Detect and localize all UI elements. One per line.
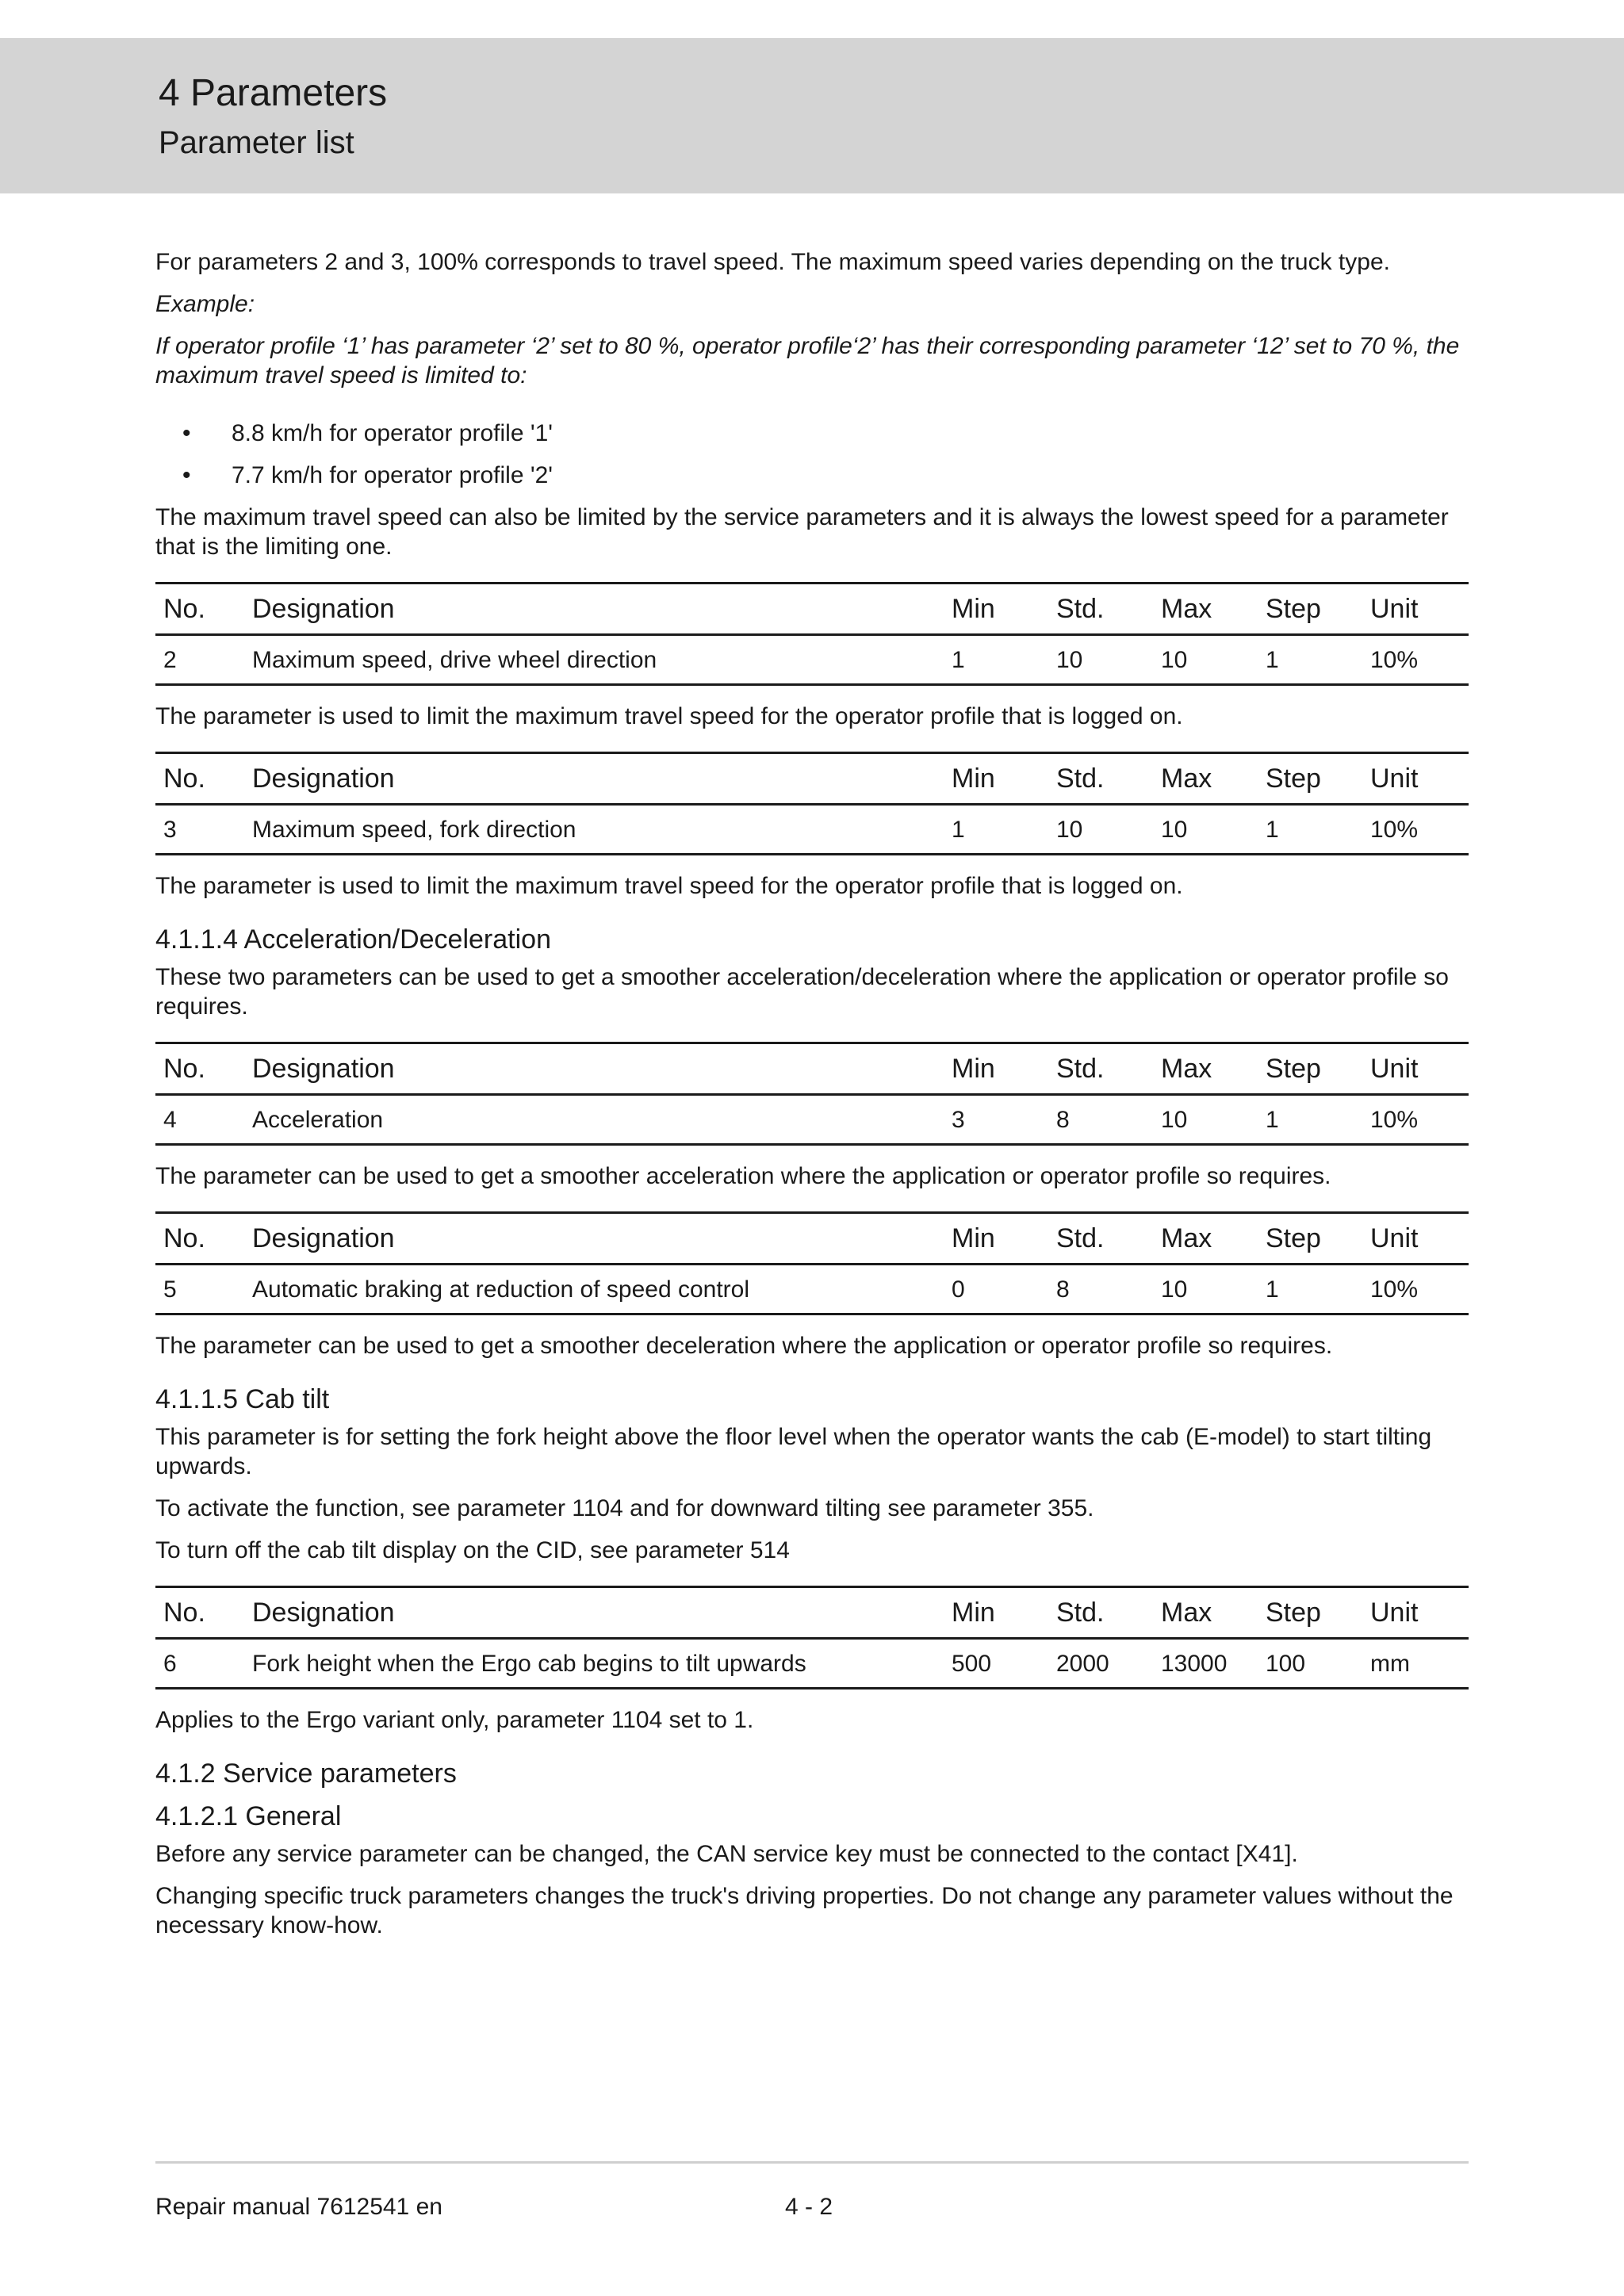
cell-step: 1 bbox=[1258, 635, 1362, 685]
table-note: The parameter is used to limit the maximum travel speed for the operator profile that is logged on. bbox=[155, 703, 1183, 729]
cab-paragraph-2: To activate the function, see parameter 1104 and for downward tilting see parameter 355. bbox=[155, 1495, 1094, 1521]
cell-std: 10 bbox=[1048, 635, 1153, 685]
col-unit: Unit bbox=[1362, 1587, 1469, 1639]
page-number: 4 - 2 bbox=[785, 2194, 833, 2220]
cell-no: 3 bbox=[155, 805, 244, 855]
cell-unit: 10% bbox=[1362, 635, 1469, 685]
example-text: If operator profile ‘1’ has parameter ‘2’ set to 80 %, operator profile‘2’ has their corresponding parameter ‘12’ set to 70 %, the maximum travel speed is limited to: bbox=[155, 333, 1460, 388]
table-row bbox=[155, 635, 1469, 685]
cell-max: 10 bbox=[1153, 1265, 1258, 1314]
col-min: Min bbox=[944, 1587, 1048, 1639]
manual-label: Repair manual bbox=[155, 2194, 311, 2220]
service-paragraph-2: Changing specific truck parameters changes the truck's driving properties. Do not change any parameter values without the necessary know-how. bbox=[155, 1883, 1454, 1938]
cell-no: 2 bbox=[155, 635, 244, 685]
table-header-row bbox=[155, 1587, 1469, 1639]
col-no: No. bbox=[155, 1213, 244, 1265]
cell-std: 10 bbox=[1048, 805, 1153, 855]
col-max: Max bbox=[1153, 1213, 1258, 1265]
col-max: Max bbox=[1153, 1587, 1258, 1639]
service-paragraph-1: Before any service parameter can be changed, the CAN service key must be connected to the contact [X41]. bbox=[155, 1841, 1298, 1867]
table-header-row bbox=[155, 1043, 1469, 1095]
speed-list bbox=[155, 419, 1469, 490]
col-std: Std. bbox=[1048, 1043, 1153, 1095]
parameter-table-4 bbox=[155, 1042, 1469, 1146]
col-max: Max bbox=[1153, 584, 1258, 635]
col-std: Std. bbox=[1048, 1587, 1153, 1639]
table-header-row bbox=[155, 1213, 1469, 1265]
col-unit: Unit bbox=[1362, 753, 1469, 805]
cell-std: 2000 bbox=[1048, 1639, 1153, 1689]
heading-general: 4.1.2.1 General bbox=[155, 1801, 342, 1831]
col-step: Step bbox=[1258, 584, 1362, 635]
col-no: No. bbox=[155, 584, 244, 635]
col-no: No. bbox=[155, 1043, 244, 1095]
cell-step: 1 bbox=[1258, 1095, 1362, 1145]
cell-no: 4 bbox=[155, 1095, 244, 1145]
manual-number: 7612541 en bbox=[316, 2194, 442, 2220]
table-row bbox=[155, 805, 1469, 855]
col-unit: Unit bbox=[1362, 1043, 1469, 1095]
cell-unit: mm bbox=[1362, 1639, 1469, 1689]
cell-max: 13000 bbox=[1153, 1639, 1258, 1689]
col-step: Step bbox=[1258, 1043, 1362, 1095]
cell-std: 8 bbox=[1048, 1265, 1153, 1314]
limit-paragraph: The maximum travel speed can also be limited by the service parameters and it is always the lowest speed for a parameter that is the limiting one. bbox=[155, 504, 1449, 560]
cell-designation: Fork height when the Ergo cab begins to tilt upwards bbox=[244, 1639, 944, 1689]
col-min: Min bbox=[944, 584, 1048, 635]
list-item: • 7.7 km/h for operator profile '2' bbox=[155, 461, 1469, 490]
col-step: Step bbox=[1258, 1587, 1362, 1639]
list-item: • 8.8 km/h for operator profile '1' bbox=[155, 419, 1469, 448]
heading-acceleration: 4.1.1.4 Acceleration/Deceleration bbox=[155, 924, 551, 955]
col-std: Std. bbox=[1048, 584, 1153, 635]
col-designation: Designation bbox=[244, 584, 944, 635]
header-band bbox=[0, 38, 1624, 193]
cell-designation: Maximum speed, drive wheel direction bbox=[244, 635, 944, 685]
footer-manual bbox=[155, 2193, 442, 2221]
col-step: Step bbox=[1258, 753, 1362, 805]
cell-std: 8 bbox=[1048, 1095, 1153, 1145]
cell-max: 10 bbox=[1153, 635, 1258, 685]
col-no: No. bbox=[155, 753, 244, 805]
section-title: Parameter list bbox=[159, 125, 354, 160]
cell-designation: Maximum speed, fork direction bbox=[244, 805, 944, 855]
parameter-table-5 bbox=[155, 1211, 1469, 1315]
table-note: The parameter can be used to get a smoother deceleration where the application or operator profile so requires. bbox=[155, 1333, 1333, 1359]
col-min: Min bbox=[944, 1213, 1048, 1265]
col-unit: Unit bbox=[1362, 584, 1469, 635]
col-no: No. bbox=[155, 1587, 244, 1639]
cell-no: 6 bbox=[155, 1639, 244, 1689]
heading-cab-tilt: 4.1.1.5 Cab tilt bbox=[155, 1384, 330, 1414]
table-header-row bbox=[155, 584, 1469, 635]
cell-min: 1 bbox=[944, 635, 1048, 685]
cab-paragraph-3: To turn off the cab tilt display on the CID, see parameter 514 bbox=[155, 1537, 790, 1563]
cell-min: 500 bbox=[944, 1639, 1048, 1689]
cell-min: 0 bbox=[944, 1265, 1048, 1314]
cell-step: 100 bbox=[1258, 1639, 1362, 1689]
col-designation: Designation bbox=[244, 1587, 944, 1639]
table-note: Applies to the Ergo variant only, parameter 1104 set to 1. bbox=[155, 1707, 754, 1733]
table-header-row bbox=[155, 753, 1469, 805]
footer-divider bbox=[155, 2161, 1469, 2164]
cell-min: 3 bbox=[944, 1095, 1048, 1145]
table-note: The parameter is used to limit the maximum travel speed for the operator profile that is logged on. bbox=[155, 873, 1183, 899]
table-row bbox=[155, 1095, 1469, 1145]
cell-max: 10 bbox=[1153, 805, 1258, 855]
parameter-table-3 bbox=[155, 752, 1469, 855]
cell-min: 1 bbox=[944, 805, 1048, 855]
col-step: Step bbox=[1258, 1213, 1362, 1265]
cell-step: 1 bbox=[1258, 805, 1362, 855]
table-note: The parameter can be used to get a smoother acceleration where the application or operator profile so requires. bbox=[155, 1163, 1331, 1189]
parameter-table-6 bbox=[155, 1586, 1469, 1689]
cell-max: 10 bbox=[1153, 1095, 1258, 1145]
cell-designation: Acceleration bbox=[244, 1095, 944, 1145]
col-std: Std. bbox=[1048, 753, 1153, 805]
intro-paragraph: For parameters 2 and 3, 100% corresponds to travel speed. The maximum speed varies depending on the truck type. bbox=[155, 249, 1390, 275]
cell-unit: 10% bbox=[1362, 805, 1469, 855]
example-label: Example: bbox=[155, 291, 255, 317]
cell-designation: Automatic braking at reduction of speed control bbox=[244, 1265, 944, 1314]
col-designation: Designation bbox=[244, 1043, 944, 1095]
cell-step: 1 bbox=[1258, 1265, 1362, 1314]
col-designation: Designation bbox=[244, 753, 944, 805]
table-row bbox=[155, 1639, 1469, 1689]
col-min: Min bbox=[944, 753, 1048, 805]
col-designation: Designation bbox=[244, 1213, 944, 1265]
cell-unit: 10% bbox=[1362, 1265, 1469, 1314]
chapter-title: 4 Parameters bbox=[159, 72, 388, 114]
parameter-table-2 bbox=[155, 582, 1469, 686]
cell-unit: 10% bbox=[1362, 1095, 1469, 1145]
col-std: Std. bbox=[1048, 1213, 1153, 1265]
cab-paragraph-1: This parameter is for setting the fork height above the floor level when the operator wants the cab (E-model) to start tilting upwards. bbox=[155, 1424, 1432, 1479]
acceleration-paragraph: These two parameters can be used to get a smoother acceleration/deceleration where the application or operator profile so requires. bbox=[155, 964, 1449, 1020]
col-unit: Unit bbox=[1362, 1213, 1469, 1265]
col-max: Max bbox=[1153, 753, 1258, 805]
heading-service-parameters: 4.1.2 Service parameters bbox=[155, 1758, 457, 1789]
table-row bbox=[155, 1265, 1469, 1314]
page-content bbox=[155, 247, 1469, 1940]
cell-no: 5 bbox=[155, 1265, 244, 1314]
col-max: Max bbox=[1153, 1043, 1258, 1095]
col-min: Min bbox=[944, 1043, 1048, 1095]
